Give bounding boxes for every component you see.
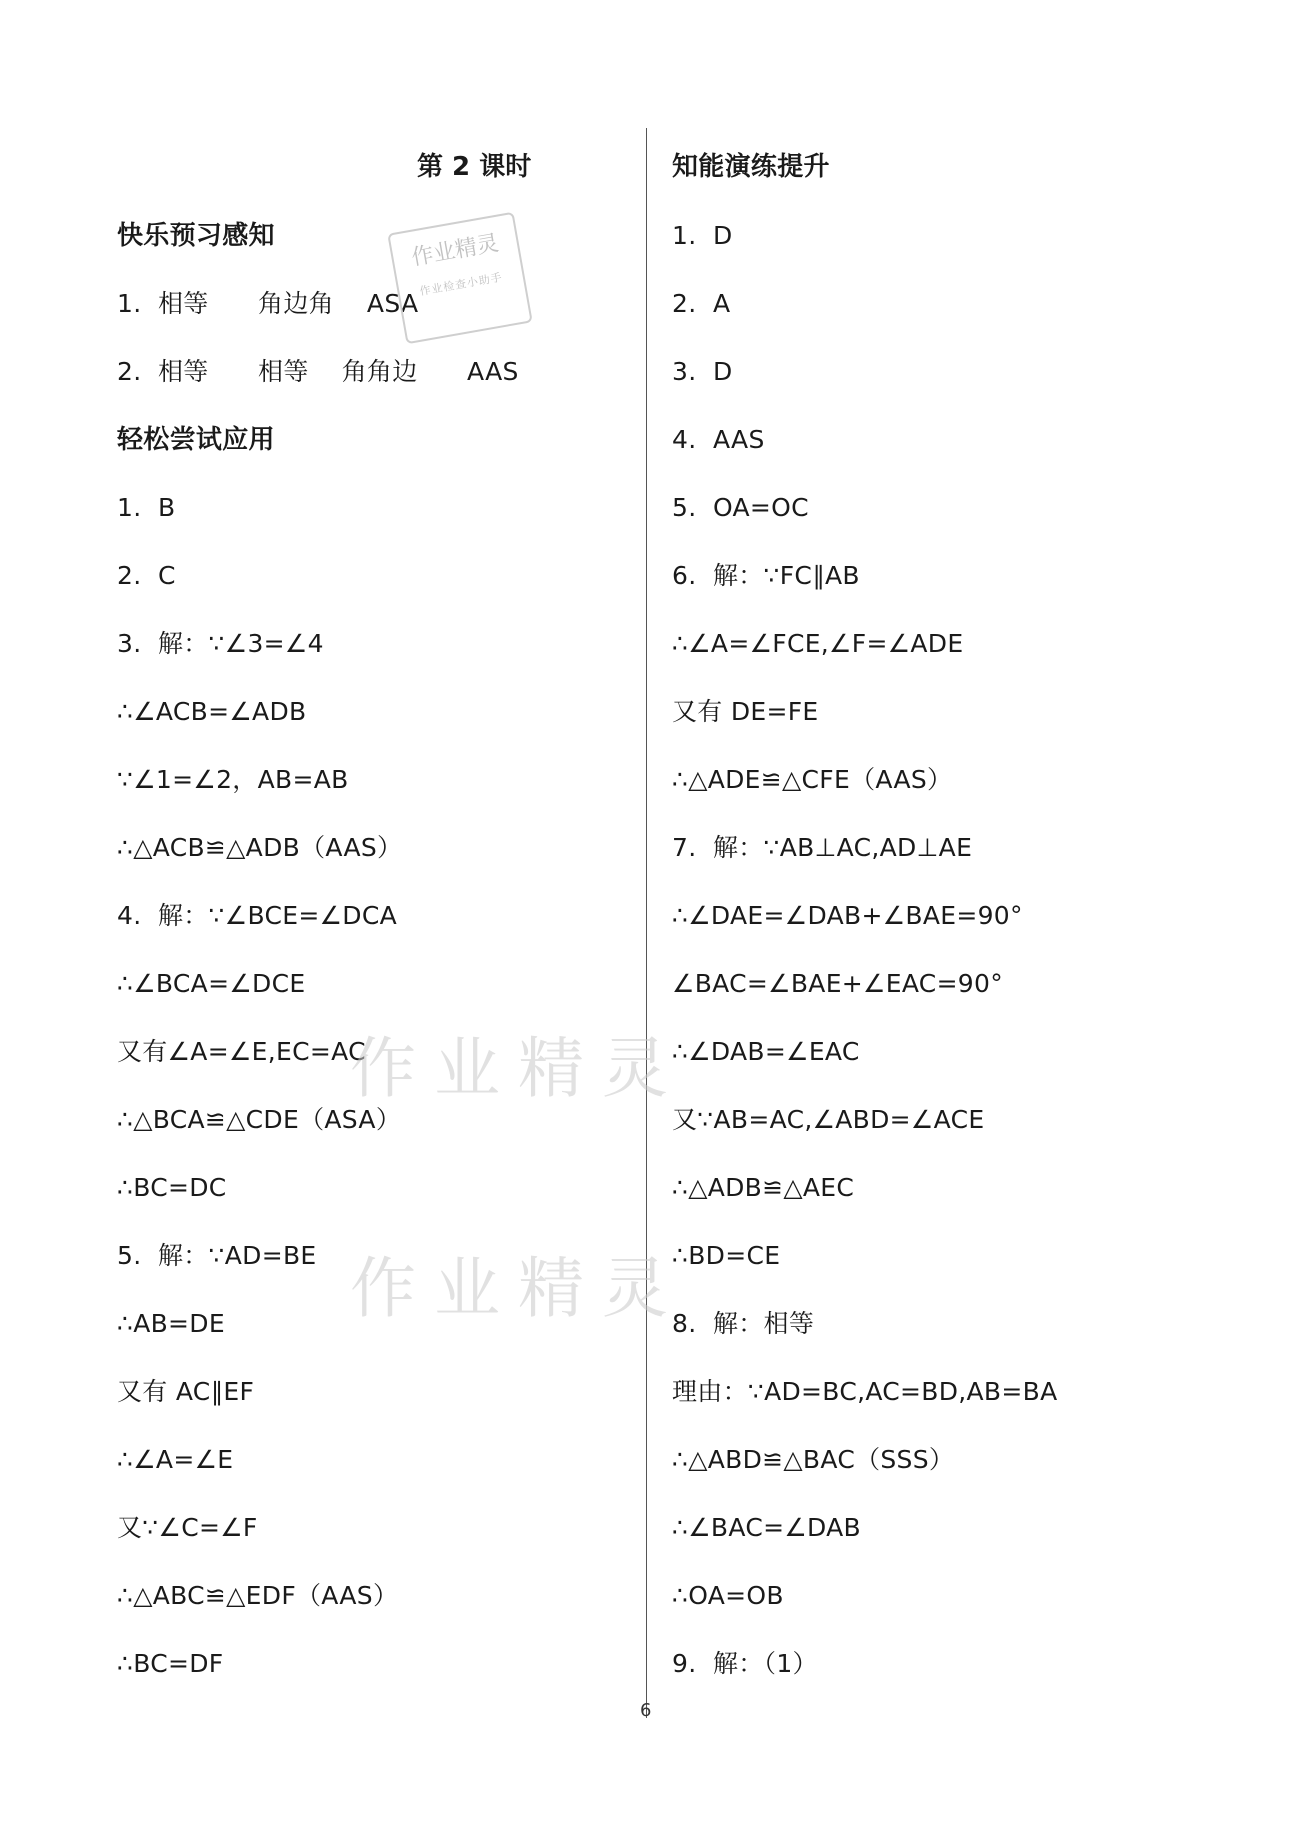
answer-line: ∴AB=DE [117, 1309, 225, 1338]
answer-line: 1. B [117, 493, 176, 522]
section-heading: 轻松尝试应用 [117, 425, 275, 455]
answer-line: 3. D [672, 357, 733, 386]
answer-line: 又∵AB=AC,∠ABD=∠ACE [672, 1105, 985, 1134]
watermark-stamp [387, 212, 533, 345]
answer-line: ∴∠A=∠FCE,∠F=∠ADE [672, 629, 964, 658]
answer-line: 又∵∠C=∠F [117, 1513, 258, 1542]
answer-line: ∴△ADB≌△AEC [672, 1173, 855, 1202]
lesson-title: 第 2 课时 [417, 152, 532, 182]
answer-line: ∴△ACB≌△ADB（AAS） [117, 833, 403, 862]
answer-line: ∴∠BCA=∠DCE [117, 969, 306, 998]
answer-line: 1. D [672, 221, 733, 250]
answer-line: 3. 解：∵∠3=∠4 [117, 629, 324, 658]
answer-line: 5. 解：∵AD=BE [117, 1241, 317, 1270]
answer-line: 又有∠A=∠E,EC=AC [117, 1037, 366, 1066]
answer-line: ∴BC=DF [117, 1649, 224, 1678]
answer-line: ∴OA=OB [672, 1581, 784, 1610]
answer-line: ∴△ABC≌△EDF（AAS） [117, 1581, 399, 1610]
answer-line: ∴∠DAB=∠EAC [672, 1037, 860, 1066]
answer-line: 2. A [672, 289, 731, 318]
answer-line: ∴∠A=∠E [117, 1445, 234, 1474]
answer-line: 7. 解：∵AB⊥AC,AD⊥AE [672, 833, 973, 862]
answer-line: ∴∠ACB=∠ADB [117, 697, 307, 726]
answer-line: ∴△ADE≌△CFE（AAS） [672, 765, 953, 794]
watermark-text: 作业精灵 [350, 1250, 686, 1327]
page-number: 6 [640, 1700, 652, 1721]
watermark-text: 作业精灵 [350, 1030, 686, 1107]
answer-line: 又有 DE=FE [672, 697, 819, 726]
section-heading: 快乐预习感知 [117, 221, 275, 251]
answer-line: 理由：∵AD=BC,AC=BD,AB=BA [672, 1377, 1058, 1406]
answer-line: ∴BC=DC [117, 1173, 227, 1202]
answer-line: 又有 AC∥EF [117, 1377, 255, 1406]
answer-line: ∴△BCA≌△CDE（ASA） [117, 1105, 402, 1134]
answer-line: ∴∠DAE=∠DAB+∠BAE=90° [672, 901, 1023, 930]
stamp-title: 作业精灵 [409, 230, 501, 271]
answer-line: ∴∠BAC=∠DAB [672, 1513, 862, 1542]
answer-line: ∴BD=CE [672, 1241, 781, 1270]
answer-line: 2. 相等 相等 角角边 AAS [117, 357, 519, 386]
answer-line: 4. AAS [672, 425, 765, 454]
answer-line: ∵∠1=∠2，AB=AB [117, 765, 349, 794]
section-heading: 知能演练提升 [672, 152, 830, 182]
column-divider [646, 128, 647, 1718]
answer-line: 2. C [117, 561, 176, 590]
answer-line: 6. 解：∵FC∥AB [672, 561, 860, 590]
answer-line: 4. 解：∵∠BCE=∠DCA [117, 901, 397, 930]
answer-line: 9. 解：（1） [672, 1649, 818, 1678]
answer-line: 1. 相等 角边角 ASA [117, 289, 419, 318]
answer-line: ∴△ABD≌△BAC（SSS） [672, 1445, 955, 1474]
answer-line: ∠BAC=∠BAE+∠EAC=90° [672, 969, 1004, 998]
answer-line: 5. OA=OC [672, 493, 809, 522]
answer-line: 8. 解：相等 [672, 1309, 815, 1338]
stamp-subtitle: 作业检查小助手 [418, 270, 504, 299]
